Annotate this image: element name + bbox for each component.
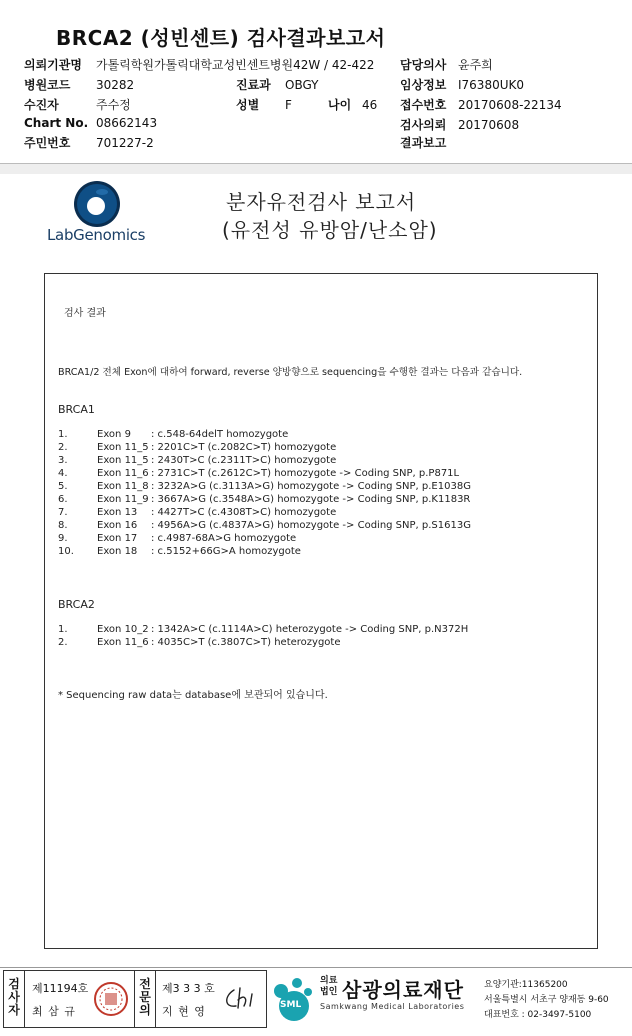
accession-field xyxy=(400,96,562,113)
row-description: : c.4987-68A>G homozygote xyxy=(151,533,297,544)
row-description: : 4956A>G (c.4837A>G) homozygote -> Coding SNP, p.S1613G xyxy=(151,520,471,531)
ward-value: 42W / 42-422 xyxy=(293,58,375,72)
row-description: : c.5152+66G>A homozygote xyxy=(151,546,301,557)
doctor-field xyxy=(400,56,493,73)
row-number: 5. xyxy=(58,481,68,492)
resident-no-value: 701227-2 xyxy=(96,136,154,150)
row-description: : 1342A>C (c.1114A>C) heterozygote -> Coding SNP, p.N372H xyxy=(151,624,469,635)
row-exon: Exon 11_5 xyxy=(97,442,149,453)
row-number: 2. xyxy=(58,637,68,648)
brca2-label: BRCA2 xyxy=(58,598,95,611)
org-prefix xyxy=(320,976,337,998)
result-report-field xyxy=(400,134,458,151)
result-report-label: 결과보고 xyxy=(400,136,447,150)
examiner-license: 제11194호 xyxy=(32,982,89,995)
clinical-info-label: 임상정보 xyxy=(400,78,447,92)
request-date-field xyxy=(400,116,519,133)
row-number: 10. xyxy=(58,546,74,557)
row-description: : 2201C>T (c.2082C>T) homozygote xyxy=(151,442,337,453)
row-number: 1. xyxy=(58,624,68,635)
specialist-name: 지 현 영 xyxy=(162,1005,206,1018)
examiner-name: 최 삼 규 xyxy=(32,1005,76,1018)
hospital-code-field xyxy=(24,76,134,93)
org-english-name: Samkwang Medical Laboratories xyxy=(320,1002,465,1011)
row-exon: Exon 11_5 xyxy=(97,455,149,466)
row-description: : 4427T>C (c.4308T>C) homozygote xyxy=(151,507,337,518)
resident-no-label: 주민번호 xyxy=(24,136,71,150)
row-exon: Exon 11_9 xyxy=(97,494,149,505)
report-title: 분자유전검사 보고서 xyxy=(226,190,417,214)
hospital-code-label: 병원코드 xyxy=(24,78,71,92)
examiner-label: 검사자 xyxy=(8,977,20,1017)
sig-divider xyxy=(155,970,156,1028)
row-number: 3. xyxy=(58,455,68,466)
department-value: OBGY xyxy=(285,78,319,92)
specialist-license: 제3 3 3 호 xyxy=(162,982,215,995)
row-number: 4. xyxy=(58,468,68,479)
accession-label: 접수번호 xyxy=(400,98,447,112)
seal-stamp-icon xyxy=(92,979,130,1019)
page-title: BRCA2 (성빈센트) 검사결과보고서 xyxy=(56,26,386,50)
chart-no-label: Chart No. xyxy=(24,116,89,130)
age-value: 46 xyxy=(362,98,378,112)
specialist-label: 전문의 xyxy=(139,977,151,1017)
hospital-label: 의뢰기관명 xyxy=(24,58,82,72)
row-description: : c.548-64delT homozygote xyxy=(151,429,289,440)
storage-note: * Sequencing raw data는 database에 보관되어 있습니다. xyxy=(58,690,328,701)
labgenomics-logo-icon xyxy=(72,180,122,228)
org-prefix-line2: 법인 xyxy=(320,987,338,997)
row-number: 8. xyxy=(58,520,68,531)
patient-value: 주수정 xyxy=(96,98,131,112)
sex-label: 성별 xyxy=(236,98,260,112)
row-number: 1. xyxy=(58,429,68,440)
row-exon: Exon 11_8 xyxy=(97,481,149,492)
request-date-value: 20170608 xyxy=(458,118,520,132)
signature-icon xyxy=(222,984,262,1014)
chart-no-field xyxy=(24,116,157,130)
sml-logo-text: SML xyxy=(280,1000,302,1010)
intro-text: BRCA1/2 전체 Exon에 대하여 forward, reverse 양방향으로 sequencing을 수행한 결과는 다음과 같습니다. xyxy=(58,367,523,378)
sex-value: F xyxy=(285,98,292,112)
row-description: : 3667A>G (c.3548A>G) homozygote -> Coding SNP, p.K1183R xyxy=(151,494,471,505)
row-description: : 4035C>T (c.3807C>T) heterozygote xyxy=(151,637,341,648)
chart-no-value: 08662143 xyxy=(96,116,158,130)
department-label: 진료과 xyxy=(236,78,271,92)
doctor-value: 윤주희 xyxy=(458,58,493,72)
row-number: 7. xyxy=(58,507,68,518)
row-number: 9. xyxy=(58,533,68,544)
sex-field xyxy=(236,96,292,113)
org-address: 서울특별시 서초구 양재동 9-60 xyxy=(484,995,609,1005)
section-label: 검사 결과 xyxy=(64,308,106,319)
patient-label: 수진자 xyxy=(24,98,59,112)
org-name: 삼광의료재단 xyxy=(342,978,464,1002)
institution-code: 요양기관:11365200 xyxy=(484,980,568,990)
age-field xyxy=(328,96,377,113)
patient-field xyxy=(24,96,131,113)
doctor-label: 담당의사 xyxy=(400,58,447,72)
row-exon: Exon 16 xyxy=(97,520,138,531)
header-band xyxy=(0,164,632,174)
report-subtitle: (유전성 유방암/난소암) xyxy=(222,218,438,242)
row-description: : 2430T>C (c.2311T>C) homozygote xyxy=(151,455,337,466)
row-exon: Exon 11_6 xyxy=(97,468,149,479)
row-number: 2. xyxy=(58,442,68,453)
row-exon: Exon 10_2 xyxy=(97,624,149,635)
row-exon: Exon 17 xyxy=(97,533,138,544)
department-field xyxy=(236,76,319,93)
row-description: : 3232A>G (c.3113A>G) homozygote -> Coding SNP, p.E1038G xyxy=(151,481,471,492)
org-prefix-line1: 의료 xyxy=(320,976,338,986)
resident-no-field xyxy=(24,134,154,151)
row-exon: Exon 11_6 xyxy=(97,637,149,648)
clinical-info-value: I76380UK0 xyxy=(458,78,524,92)
hospital-code-value: 30282 xyxy=(96,78,135,92)
row-description: : 2731C>T (c.2612C>T) homozygote -> Coding SNP, p.P871L xyxy=(151,468,460,479)
row-exon: Exon 9 xyxy=(97,429,131,440)
row-exon: Exon 18 xyxy=(97,546,138,557)
row-exon: Exon 13 xyxy=(97,507,138,518)
footer-divider xyxy=(0,967,632,968)
header-row-1 xyxy=(24,56,374,73)
sig-divider xyxy=(24,970,25,1028)
sig-divider xyxy=(134,970,135,1028)
age-label: 나이 xyxy=(328,98,352,112)
accession-value: 20170608-22134 xyxy=(458,98,562,112)
hospital-value: 가톨릭학원가톨릭대학교성빈센트병원 xyxy=(96,58,294,72)
request-date-label: 검사의뢰 xyxy=(400,118,447,132)
org-phone: 대표번호 : 02-3497-5100 xyxy=(484,1010,592,1020)
row-number: 6. xyxy=(58,494,68,505)
labgenomics-logo-text: LabGenomics xyxy=(47,226,146,244)
brca1-label: BRCA1 xyxy=(58,403,95,416)
clinical-info-field xyxy=(400,76,524,93)
